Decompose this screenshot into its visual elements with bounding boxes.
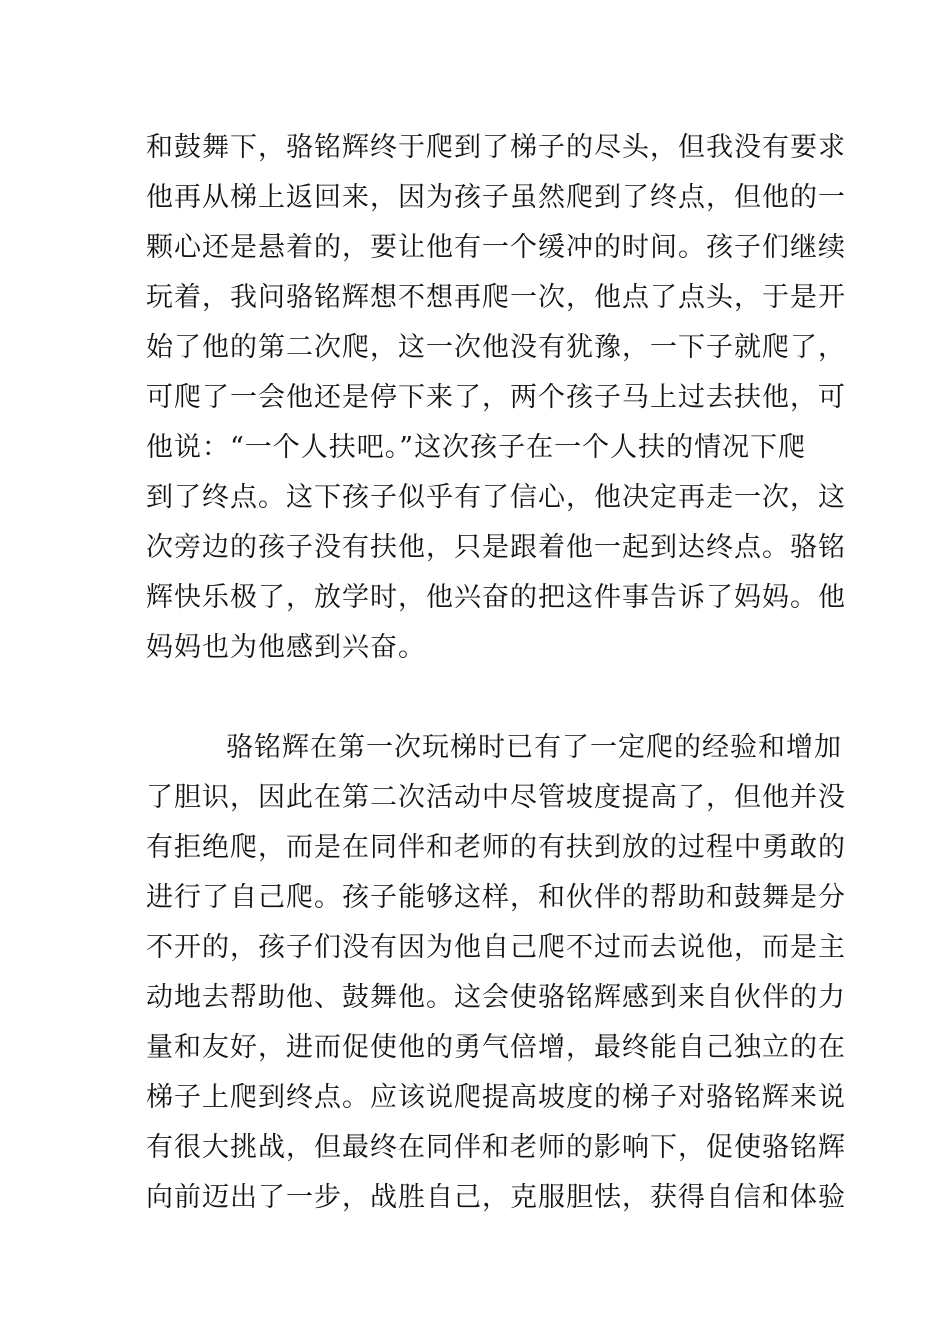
paragraph-2-line: 向前迈出了一步，战胜自己，克服胆怯，获得自信和体验: [146, 1182, 846, 1213]
paragraph-1-line: 他说：“一个人扶吧。”这次孩子在一个人扶的情况下爬: [146, 432, 807, 463]
paragraph-2-line: 有拒绝爬，而是在同伴和老师的有扶到放的过程中勇敢的: [146, 832, 846, 863]
paragraph-1-line: 次旁边的孩子没有扶他，只是跟着他一起到达终点。骆铭: [146, 532, 846, 563]
paragraph-2-line: 梯子上爬到终点。应该说爬提高坡度的梯子对骆铭辉来说: [146, 1082, 846, 1113]
paragraph-1-line: 始了他的第二次爬，这一次他没有犹豫，一下子就爬了，: [146, 332, 846, 363]
paragraph-1-line: 到了终点。这下孩子似乎有了信心，他决定再走一次，这: [146, 482, 846, 513]
paragraph-1-line: 和鼓舞下，骆铭辉终于爬到了梯子的尽头，但我没有要求: [146, 132, 846, 163]
paragraph-1-line: 玩着，我问骆铭辉想不想再爬一次，他点了点头，于是开: [146, 282, 846, 313]
paragraph-2-line: 骆铭辉在第一次玩梯时已有了一定爬的经验和增加: [226, 732, 842, 763]
paragraph-2-line: 了胆识，因此在第二次活动中尽管坡度提高了，但他并没: [146, 782, 846, 813]
paragraph-2-line: 量和友好，进而促使他的勇气倍增，最终能自己独立的在: [146, 1032, 846, 1063]
paragraph-1-line: 颗心还是悬着的，要让他有一个缓冲的时间。孩子们继续: [146, 232, 846, 263]
paragraph-1-line: 妈妈也为他感到兴奋。: [146, 632, 426, 663]
paragraph-1-line: 可爬了一会他还是停下来了，两个孩子马上过去扶他，可: [146, 382, 846, 413]
paragraph-2-line: 不开的，孩子们没有因为他自己爬不过而去说他，而是主: [146, 932, 846, 963]
paragraph-1-line: 他再从梯上返回来，因为孩子虽然爬到了终点，但他的一: [146, 182, 846, 213]
paragraph-2-line: 动地去帮助他、鼓舞他。这会使骆铭辉感到来自伙伴的力: [146, 982, 846, 1013]
paragraph-2-line: 有很大挑战，但最终在同伴和老师的影响下，促使骆铭辉: [146, 1132, 846, 1163]
paragraph-1-line: 辉快乐极了，放学时，他兴奋的把这件事告诉了妈妈。他: [146, 582, 846, 613]
paragraph-2-line: 进行了自己爬。孩子能够这样，和伙伴的帮助和鼓舞是分: [146, 882, 846, 913]
